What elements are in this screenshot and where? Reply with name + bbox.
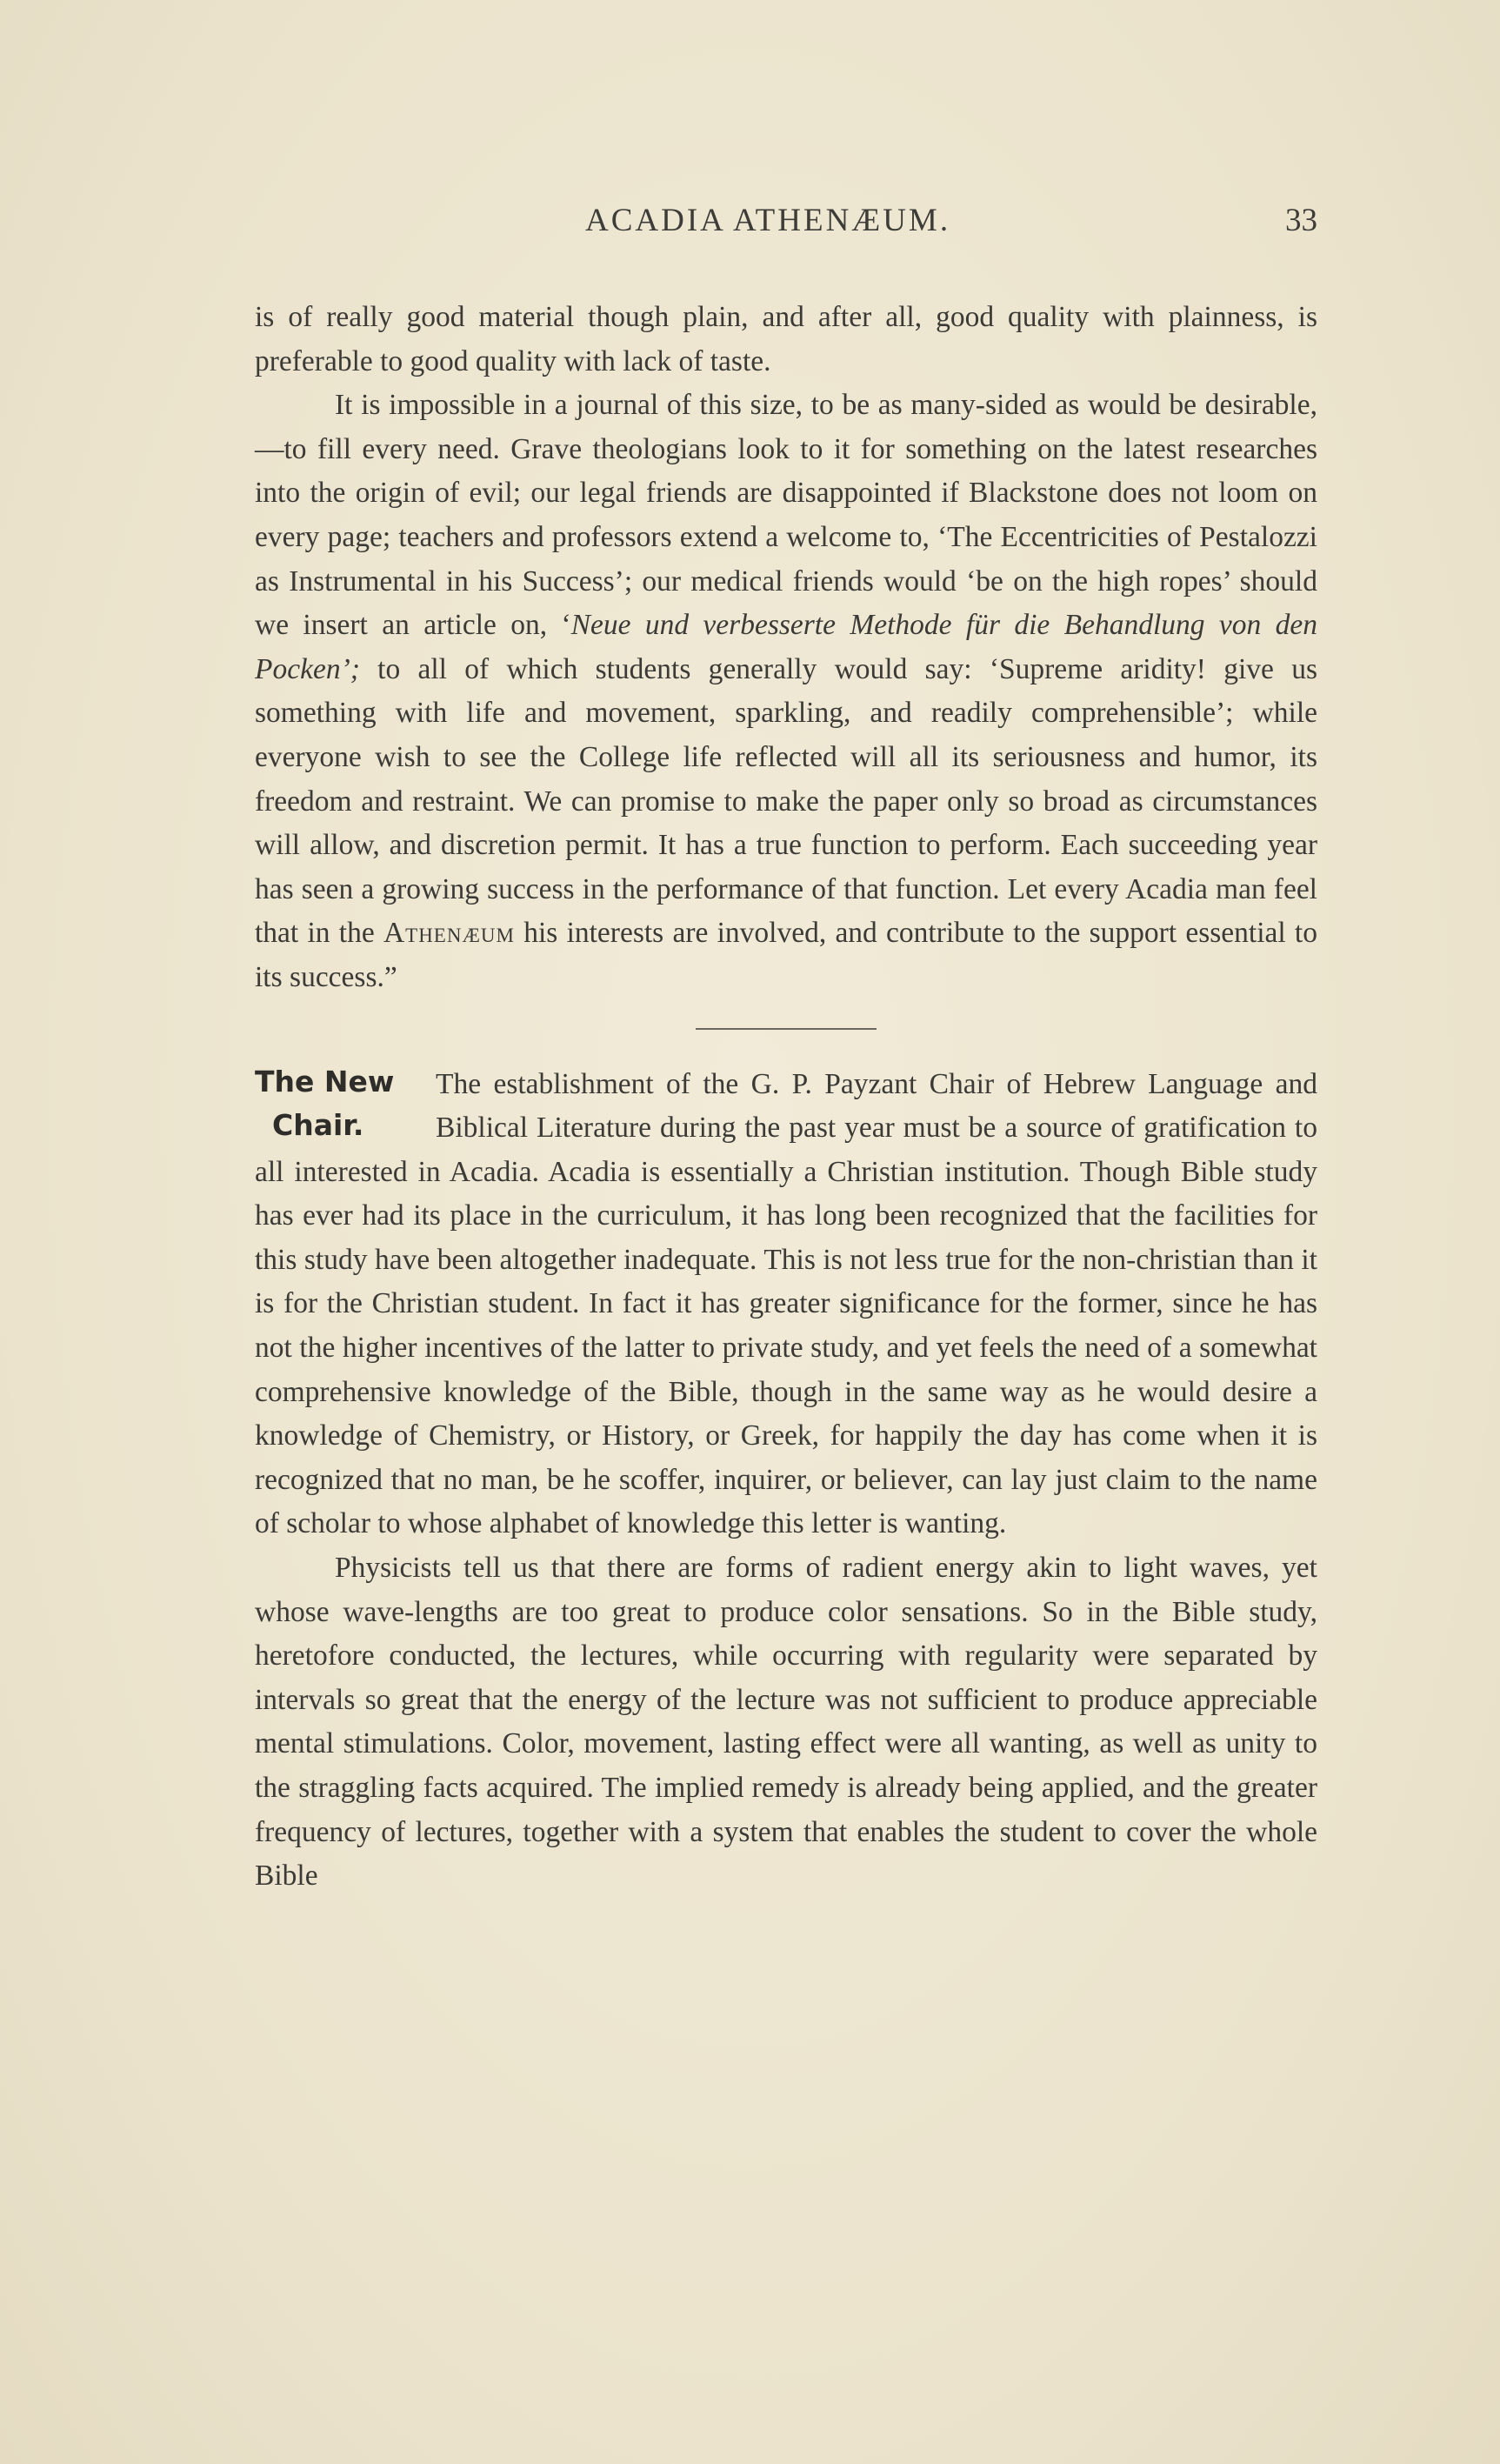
paragraph-journal-scope: [255, 384, 1317, 999]
side-heading-line: The New: [255, 1064, 395, 1098]
german-title: Neue und verbesserte Methode für die Behandlung von den Pocken’;: [255, 609, 1317, 685]
running-head: ACADIA ATHENÆUM.: [585, 203, 951, 238]
paragraph-physicists: Physicists tell us that there are forms of radient energy akin to light waves, yet whose wave-lengths are too great to produce color sensations. So in the Bible study, heretofore conducted, the lectures, while occurring with regularity were separated by intervals so great that the energy of the lecture was not sufficient to produce appreciable mental stimulations. Color, movement, lasting effect were all wanting, as well as unity to the straggling facts acquired. The implied remedy is already being applied, and the greater frequency of lectures, together with a system that enables the student to cover the whole Bible: [255, 1552, 1317, 1893]
page-number: 33: [1285, 203, 1317, 238]
paragraph-text: his interests are involved, and contribute to the support essential to its success.”: [255, 917, 1317, 993]
text-column: [255, 296, 1317, 1899]
section-divider: [696, 1028, 877, 1030]
section-new-chair: [255, 1063, 1317, 1899]
page-header: [255, 202, 1317, 250]
side-heading: [255, 1060, 420, 1147]
journal-name: Athenæum: [383, 917, 515, 950]
paragraph-continuation: is of really good material though plain, and after all, good quality with plainness, is preferable to good quality with lack of taste.: [255, 301, 1317, 377]
side-heading-line: Chair.: [272, 1107, 364, 1142]
paragraph-text: to all of which students generally would say: ‘Supreme aridity! give us something with life and movement, sparkling, and readily comprehensible’; while everyone wish to see the College life reflected will all its seriousness and humor, its freedom and restraint. We can promise to make the paper only so broad as circumstances will allow, and discretion permit. It has a true function to perform. Each succeeding year has seen a growing success in the performance of that function. Let every Acadia man feel that in the: [255, 652, 1317, 950]
paragraph-text: It is impossible in a journal of this size, to be as many-sided as would be desirable,—to fill every need. Grave theologians look to it for something on the latest researches into the origin of evil; our legal friends are disappointed if Blackstone does not loom on every page; teachers and professors extend a welcome to, ‘The Eccentricities of Pestalozzi as Instrumental in his Success’; our medical friends would ‘be on the high ropes’ should we insert an article on, ‘: [255, 389, 1317, 642]
paragraph-chair: The establishment of the G. P. Payzant Chair of Hebrew Language and Biblical Literature during the past year must be a source of gratification to all interested in Acadia. Acadia is essentially a Christian institution. Though Bible study has ever had its place in the curriculum, it has long been recognized that the facilities for this study have been altogether inadequate. This is not less true for the non-christian than it is for the Christian student. In fact it has greater significance for the former, since he has not the higher incentives of the latter to private study, and yet feels the need of a somewhat comprehensive knowledge of the Bible, though in the same way as he would desire a knowledge of Chemistry, or History, or Greek, for happily the day has come when it is recognized that no man, be he scoffer, inquirer, or believer, can lay just claim to the name of scholar to whose alphabet of knowledge this letter is wanting.: [255, 1067, 1317, 1540]
